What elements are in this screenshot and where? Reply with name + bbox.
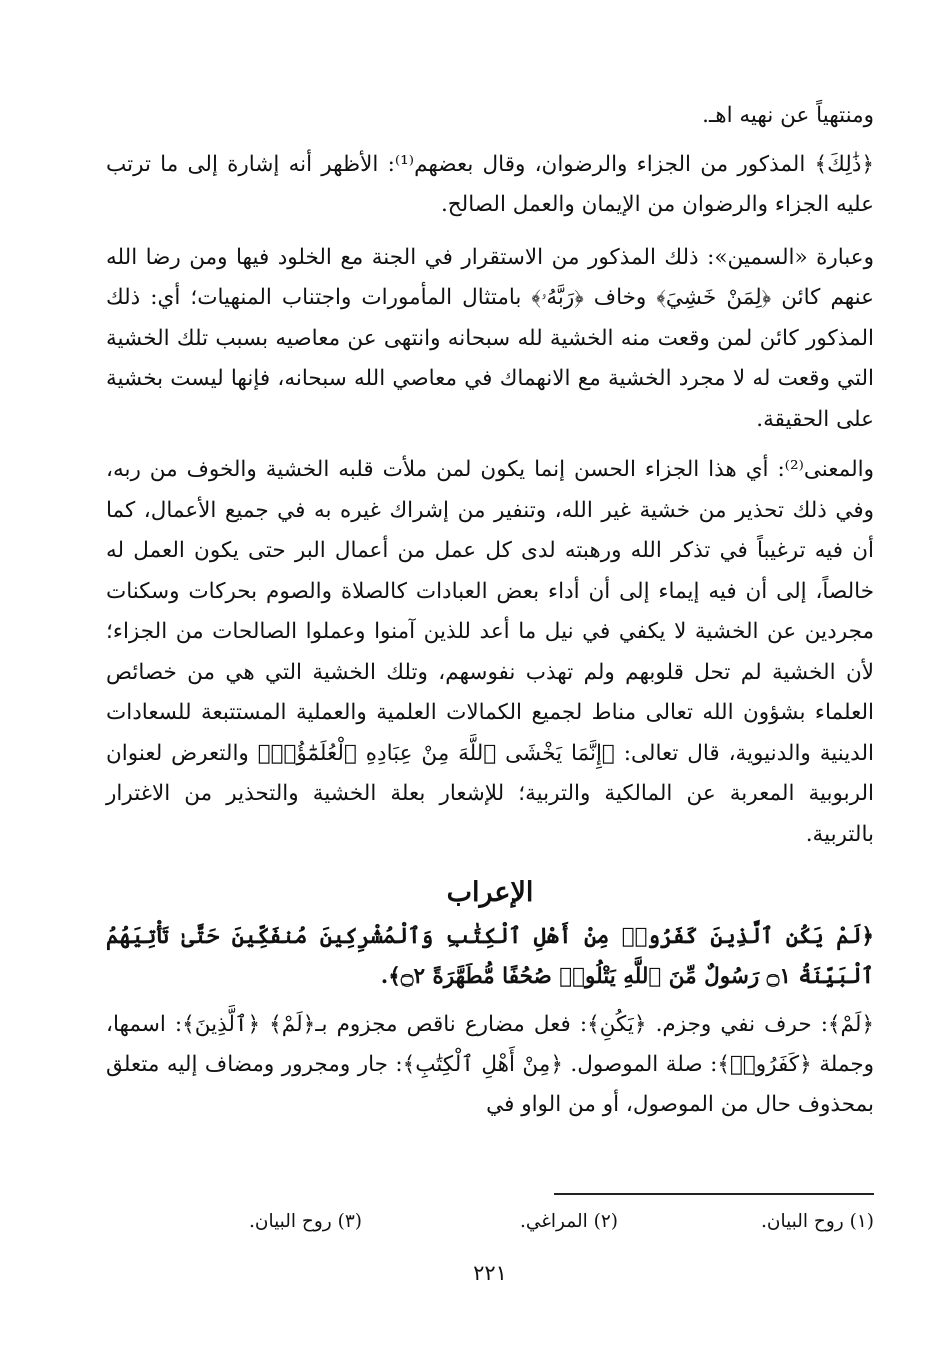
paragraph-meaning: والمعنى⁽²⁾: أي هذا الجزاء الحسن إنما يكون لمن ملأت قلبه الخشية والخوف من ربه، وفي ذلك تحذير من خشية غير الله، وتنفير من إشراك غيره به في جميع الأعمال، كما أن فيه ترغيباً في تذكر الله ورهبته لدى كل عمل من أعمال البر حتى يكون العمل له خالصاً، إلى أن فيه إيماء إلى أن أداء بعض العبادات كالصلاة والصوم بحركات وسكنات مجردين عن الخشية لا يكفي في نيل ما أعد للذين آمنوا وعملوا الصالحات من الجزاء؛ لأن الخشية لم تحل قلوبهم ولم تهذب نفوسهم، وتلك الخشية التي هي من خصائص العلماء بشؤون الله تعالى مناط لجميع الكمالات العلمية والعملية المستتبعة للسعادات الدينية والدنيوية، قال تعالى: ﴿إِنَّمَا يَخْشَى ٱللَّهَ مِنْ عِبَادِهِ ٱلْعُلَمَٰٓؤُا۟﴾ والتعرض لعنوان الربوبية المعربة عن المالكية والتربية؛ للإشعار بعلة الخشية والتحذير من الاغترار بالتربية. xyxy=(106,457,874,847)
paragraph-continuation: ومنتهياً عن نهيه اهـ. xyxy=(702,103,874,128)
paragraph-dhalika: ﴿ذَٰلِكَ﴾ المذكور من الجزاء والرضوان، وقال بعضهم⁽¹⁾: الأظهر أنه إشارة إلى ما ترتب عليه الجزاء والرضوان من الإيمان والعمل الصالح. xyxy=(106,151,874,217)
paragraph-grammar-analysis: ﴿لَمْ﴾: حرف نفي وجزم. ﴿يَكُنِ﴾: فعل مضارع ناقص مجزوم بـ﴿لَمْ﴾ ﴿ٱلَّذِينَ﴾: اسمها، وجملة ﴿كَفَرُوا۟﴾: صلة الموصول. ﴿مِنْ أَهْلِ ٱلْكِتَٰبِ﴾: جار ومجرور ومضاف إليه متعلق بمحذوف حال من الموصول، أو من الواو في xyxy=(106,1012,874,1117)
paragraph-samin-quote: وعبارة «السمين»: ذلك المذكور من الاستقرار في الجنة مع الخلود فيها ومن رضا الله عنهم كائن ﴿لِمَنْ خَشِيَ﴾ وخاف ﴿رَبَّهُۥ﴾ بامتثال المأمورات واجتناب المنهيات؛ أي: ذلك المذكور كائن لمن وقعت منه الخشية لله سبحانه وانتهى عن معاصيه بسبب تلك الخشية التي وقعت له لا مجرد الخشية مع الانهماك في معاصي الله سبحانه، فإنها ليست بخشية على الحقيقة. xyxy=(106,244,874,432)
footnote-2: (٢) المراغي. xyxy=(519,1211,618,1232)
footnote-1: (١) روح البيان. xyxy=(761,1211,874,1232)
book-page xyxy=(106,96,874,1285)
quran-verse: ﴿لَمْ يَكُنِ ٱلَّذِينَ كَفَرُوا۟ مِنْ أَهْلِ ٱلْكِتَٰبِ وَٱلْمُشْرِكِينَ مُنفَكِّينَ حَتَّىٰ تَأْتِيَهُمُ ٱلْبَيِّنَةُ ۝١ رَسُولٌ مِّنَ ٱللَّهِ يَتْلُوا۟ صُحُفًا مُّطَهَّرَةً ۝٢﴾. xyxy=(106,924,874,989)
section-heading-irab: الإعراب xyxy=(446,877,534,908)
footnote-3: (٣) روح البيان. xyxy=(249,1211,362,1232)
footnote-divider xyxy=(554,1193,874,1195)
page-number: ٢٢١ xyxy=(473,1261,507,1285)
footnotes xyxy=(106,1207,874,1237)
